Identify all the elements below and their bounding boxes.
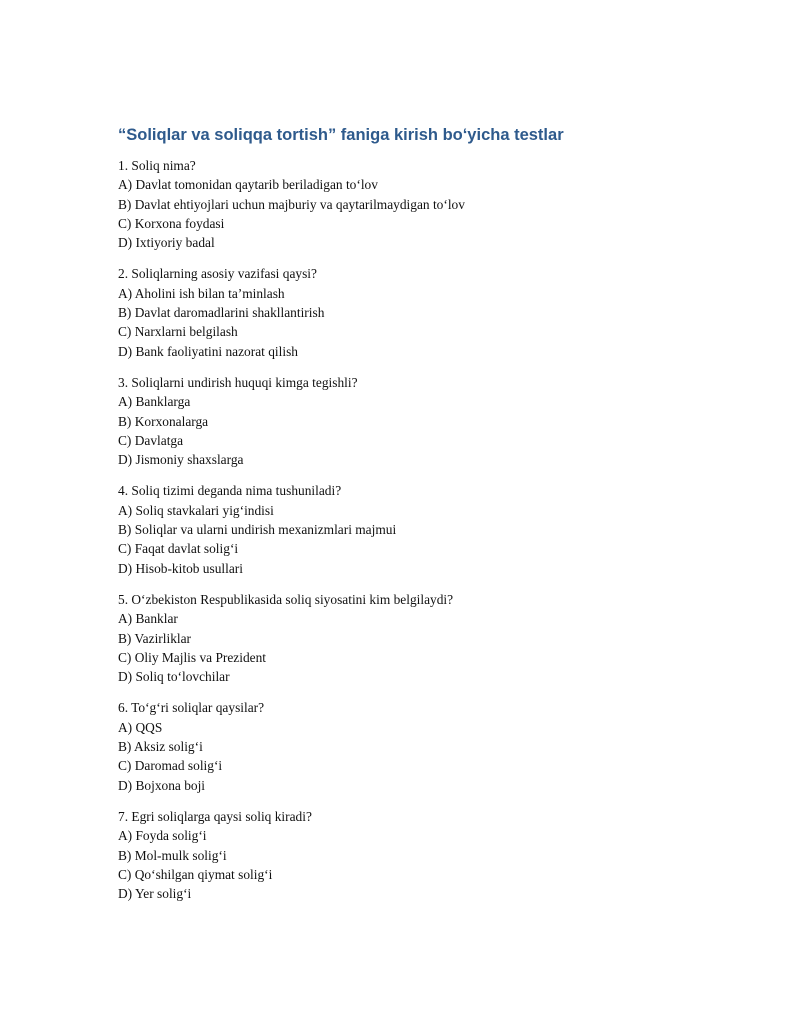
option-d: D) Yer solig‘i xyxy=(118,886,192,902)
question-7 xyxy=(118,807,738,903)
option-a: A) Banklarga xyxy=(118,394,191,410)
option-a: A) Davlat tomonidan qaytarib beriladigan to‘lov xyxy=(118,177,378,193)
option-a: A) Foyda solig‘i xyxy=(118,828,207,844)
option-a: A) Soliq stavkalari yig‘indisi xyxy=(118,502,274,518)
question-6 xyxy=(118,698,738,794)
option-d: D) Soliq to‘lovchilar xyxy=(118,669,230,685)
question-text: 7. Egri soliqlarga qaysi soliq kiradi? xyxy=(118,808,312,824)
option-b: B) Mol-mulk solig‘i xyxy=(118,847,227,863)
question-2 xyxy=(118,264,738,360)
option-d: D) Bank faoliyatini nazorat qilish xyxy=(118,343,298,359)
option-b: B) Davlat ehtiyojlari uchun majburiy va qaytarilmaydigan to‘lov xyxy=(118,196,465,212)
document-page xyxy=(118,124,738,915)
question-text: 4. Soliq tizimi deganda nima tushuniladi? xyxy=(118,483,342,499)
document-title: “Soliqlar va soliqqa tortish” faniga kirish bo‘yicha testlar xyxy=(118,126,564,144)
option-b: B) Soliqlar va ularni undirish mexanizmlari majmui xyxy=(118,522,397,538)
question-text: 6. To‘g‘ri soliqlar qaysilar? xyxy=(118,700,265,716)
option-c: C) Korxona foydasi xyxy=(118,215,225,231)
question-text: 5. O‘zbekiston Respublikasida soliq siyosatini kim belgilaydi? xyxy=(118,591,454,607)
question-text: 3. Soliqlarni undirish huquqi kimga tegishli? xyxy=(118,374,358,390)
option-c: C) Oliy Majlis va Prezident xyxy=(118,649,267,665)
option-c: C) Davlatga xyxy=(118,432,184,448)
option-b: B) Korxonalarga xyxy=(118,413,209,429)
option-c: C) Narxlarni belgilash xyxy=(118,324,238,340)
option-d: D) Ixtiyoriy badal xyxy=(118,235,215,251)
question-3 xyxy=(118,373,738,469)
question-4 xyxy=(118,481,738,577)
option-d: D) Hisob-kitob usullari xyxy=(118,560,243,576)
question-text: 2. Soliqlarning asosiy vazifasi qaysi? xyxy=(118,266,317,282)
option-a: A) QQS xyxy=(118,719,163,735)
question-5 xyxy=(118,590,738,686)
option-d: D) Jismoniy shaxslarga xyxy=(118,452,244,468)
option-b: B) Davlat daromadlarini shakllantirish xyxy=(118,305,325,321)
option-b: B) Vazirliklar xyxy=(118,630,192,646)
question-text: 1. Soliq nima? xyxy=(118,158,196,173)
option-c: C) Daromad solig‘i xyxy=(118,758,223,774)
question-1 xyxy=(118,156,738,252)
option-a: A) Aholini ish bilan ta’minlash xyxy=(118,285,285,301)
option-c: C) Qo‘shilgan qiymat solig‘i xyxy=(118,866,273,882)
option-b: B) Aksiz solig‘i xyxy=(118,739,203,755)
option-a: A) Banklar xyxy=(118,611,178,627)
option-c: C) Faqat davlat solig‘i xyxy=(118,541,239,557)
option-d: D) Bojxona boji xyxy=(118,777,206,793)
